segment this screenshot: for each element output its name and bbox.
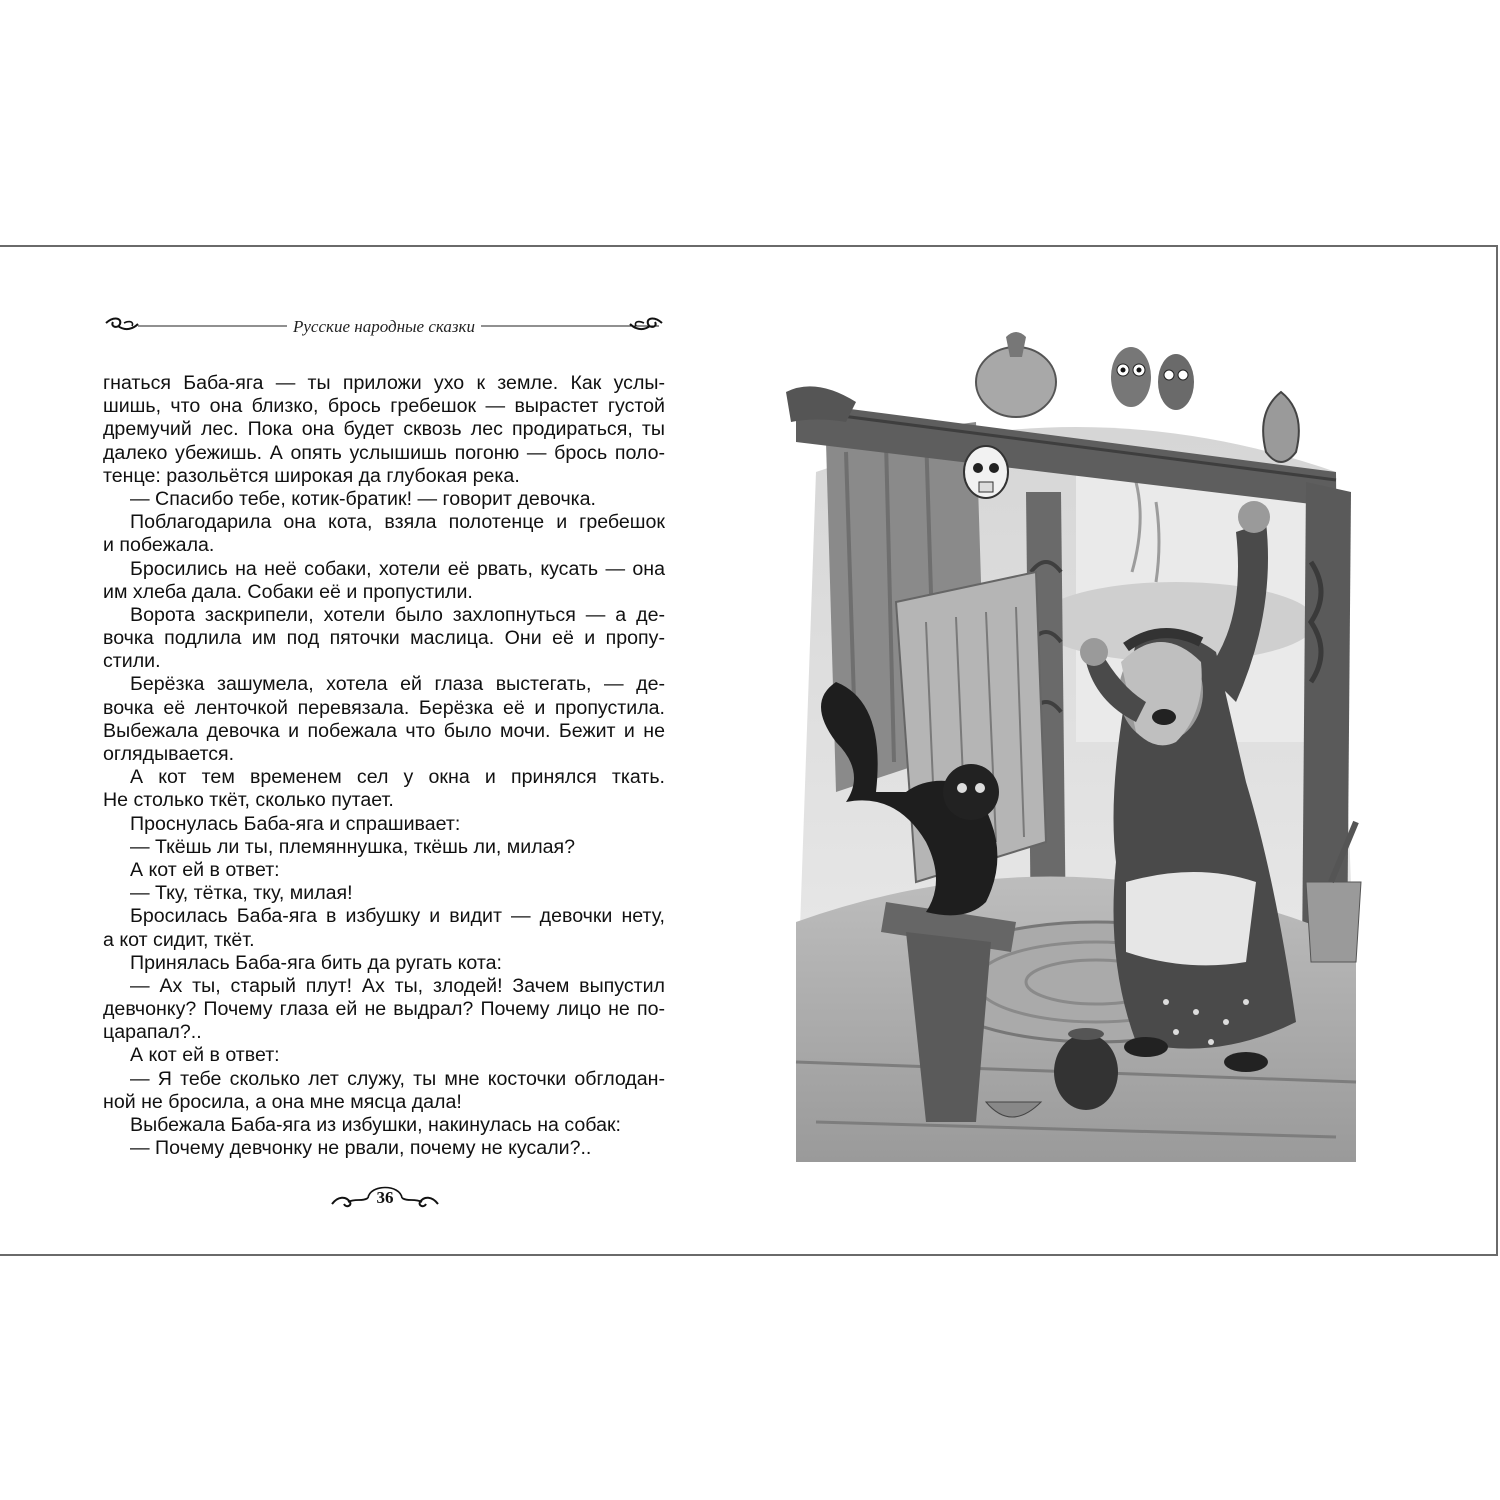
- text-line: — Я тебе сколько лет служу, ты мне косточки обглодан-: [130, 1067, 665, 1090]
- text-line: А кот ей в ответ:: [130, 1044, 280, 1067]
- text-line: А кот ей в ответ:: [130, 858, 280, 881]
- text-line: тенце: разольётся широкая да глубокая река.: [103, 464, 520, 487]
- text-line: гнаться Баба-яга — ты приложи ухо к земле. Как услы-: [103, 372, 665, 394]
- text-line: девчонку? Почему глаза ей не выдрал? Почему лицо не по-: [103, 998, 665, 1021]
- text-line: а кот сидит, ткёт.: [103, 928, 255, 951]
- baba-yaga-illustration-icon: [776, 322, 1376, 1162]
- text-line: Берёзка зашумела, хотела ей глаза выстегать, — де-: [130, 673, 665, 696]
- running-head-title: Русские народные сказки: [287, 317, 481, 336]
- text-line: — Тку, тётка, тку, милая!: [130, 882, 353, 905]
- text-line: Поблагодарила она кота, взяла полотенце и гребешок: [130, 511, 665, 534]
- text-line: — Ткёшь ли ты, племяннушка, ткёшь ли, милая?: [130, 835, 576, 858]
- text-line: и побежала.: [103, 534, 215, 557]
- page-folio: [330, 1178, 440, 1218]
- text-line: им хлеба дала. Собаки её и пропустили.: [103, 580, 473, 603]
- text-line: далеко убежишь. А опять услышишь погоню — брось поло-: [103, 441, 665, 464]
- text-line: вочка подлила им под пяточки маслица. Они её и пропу-: [103, 627, 665, 650]
- text-line: стили.: [103, 650, 161, 673]
- text-line: дремучий лес. Пока она будет сквозь лес продираться, ты: [103, 418, 665, 441]
- text-line: — Почему девчонку не рвали, почему не кусали?..: [130, 1137, 592, 1160]
- text-line: Проснулась Баба-яга и спрашивает:: [130, 812, 461, 835]
- running-head: [104, 314, 664, 338]
- text-line: Не столько ткёт, сколько путает.: [103, 789, 394, 812]
- text-line: — Ах ты, старый плут! Ах ты, злодей! Зачем выпустил: [130, 974, 665, 997]
- text-line: ной не бросила, а она мне мясца дала!: [103, 1090, 462, 1113]
- text-line: вочка её ленточкой перевязала. Берёзка её и пропустила.: [103, 696, 665, 719]
- text-line: Бросилась Баба-яга в избушку и видит — девочки нету,: [130, 905, 665, 928]
- text-line: царапал?..: [103, 1021, 202, 1044]
- text-line: Бросились на неё собаки, хотели её рвать, кусать — она: [130, 557, 665, 580]
- text-line: Ворота заскрипели, хотели было захлопнуться — а де-: [130, 603, 665, 626]
- text-line: Принялась Баба-яга бить да ругать кота:: [130, 951, 502, 974]
- text-line: оглядывается.: [103, 743, 235, 765]
- text-line: — Спасибо тебе, котик-братик! — говорит девочка.: [130, 487, 596, 510]
- text-line: А кот тем временем сел у окна и принялся ткать.: [130, 766, 665, 789]
- text-line: шишь, что она близко, брось гребешок — вырастет густой: [103, 395, 665, 418]
- story-text: [103, 372, 665, 1160]
- text-line: Выбежала Баба-яга из избушки, накинулась на собак:: [130, 1114, 621, 1136]
- page-number: 36: [376, 1188, 394, 1207]
- text-line: Выбежала девочка и побежала что было мочи. Бежит и не: [103, 719, 665, 742]
